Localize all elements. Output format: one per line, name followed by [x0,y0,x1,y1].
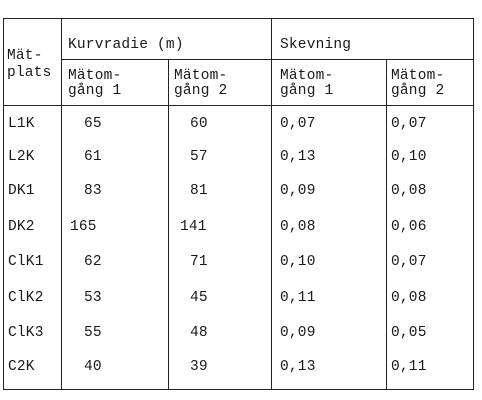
subheader-cant-run2-line2: gång 2 [391,83,445,99]
column-divider [168,59,169,389]
row-cant-run1: 0,13 [280,359,316,375]
row-radius-run2: 45 [190,290,208,306]
header-curve-radius: Kurvradie (m) [68,37,184,53]
subheader-radius-run2-line1: Mätom- [174,68,228,84]
row-cant-run2: 0,05 [391,325,427,341]
column-divider [386,59,387,389]
row-cant-run1: 0,07 [280,116,316,132]
row-radius-run1: 65 [84,116,102,132]
subheader-radius-run2-line2: gång 2 [174,83,228,99]
row-radius-run1: 53 [84,290,102,306]
subheader-radius-run1-line1: Mätom- [68,68,122,84]
row-radius-run2: 48 [190,325,208,341]
subheader-cant-run1-line2: gång 1 [280,83,334,99]
row-place: ClK3 [8,325,44,341]
row-cant-run1: 0,10 [280,254,316,270]
row-cant-run1: 0,09 [280,325,316,341]
header-place-line2: plats [7,65,52,81]
row-cant-run2: 0,07 [391,254,427,270]
row-cant-run2: 0,11 [391,359,427,375]
row-radius-run1: 40 [84,359,102,375]
row-place: ClK1 [8,254,44,270]
row-place: DK2 [8,219,35,235]
row-radius-run1: 83 [84,183,102,199]
column-divider [271,19,272,389]
row-place: DK1 [8,183,35,199]
row-place: ClK2 [8,290,44,306]
row-cant-run1: 0,11 [280,290,316,306]
header-cant: Skevning [280,37,352,53]
header-bottom-rule [4,105,473,106]
row-radius-run2: 57 [190,149,208,165]
row-cant-run2: 0,06 [391,219,427,235]
row-cant-run2: 0,10 [391,149,427,165]
row-radius-run2: 39 [190,359,208,375]
row-radius-run2: 71 [190,254,208,270]
column-divider [61,19,62,389]
row-place: C2K [8,359,35,375]
subheader-radius-run1-line2: gång 1 [68,83,122,99]
header-divider [61,59,473,60]
subheader-cant-run1-line1: Mätom- [280,68,334,84]
subheader-cant-run2-line1: Mätom- [391,68,445,84]
row-cant-run1: 0,13 [280,149,316,165]
row-radius-run1: 62 [84,254,102,270]
row-radius-run2: 141 [180,219,207,235]
data-table [3,18,474,390]
row-cant-run2: 0,07 [391,116,427,132]
row-cant-run1: 0,08 [280,219,316,235]
row-radius-run1: 61 [84,149,102,165]
row-place: L1K [8,116,35,132]
row-cant-run2: 0,08 [391,183,427,199]
row-place: L2K [8,149,35,165]
row-radius-run1: 55 [84,325,102,341]
row-cant-run1: 0,09 [280,183,316,199]
row-radius-run2: 81 [190,183,208,199]
row-radius-run2: 60 [190,116,208,132]
header-place-line1: Mät- [7,48,43,64]
row-cant-run2: 0,08 [391,290,427,306]
row-radius-run1: 165 [70,219,97,235]
